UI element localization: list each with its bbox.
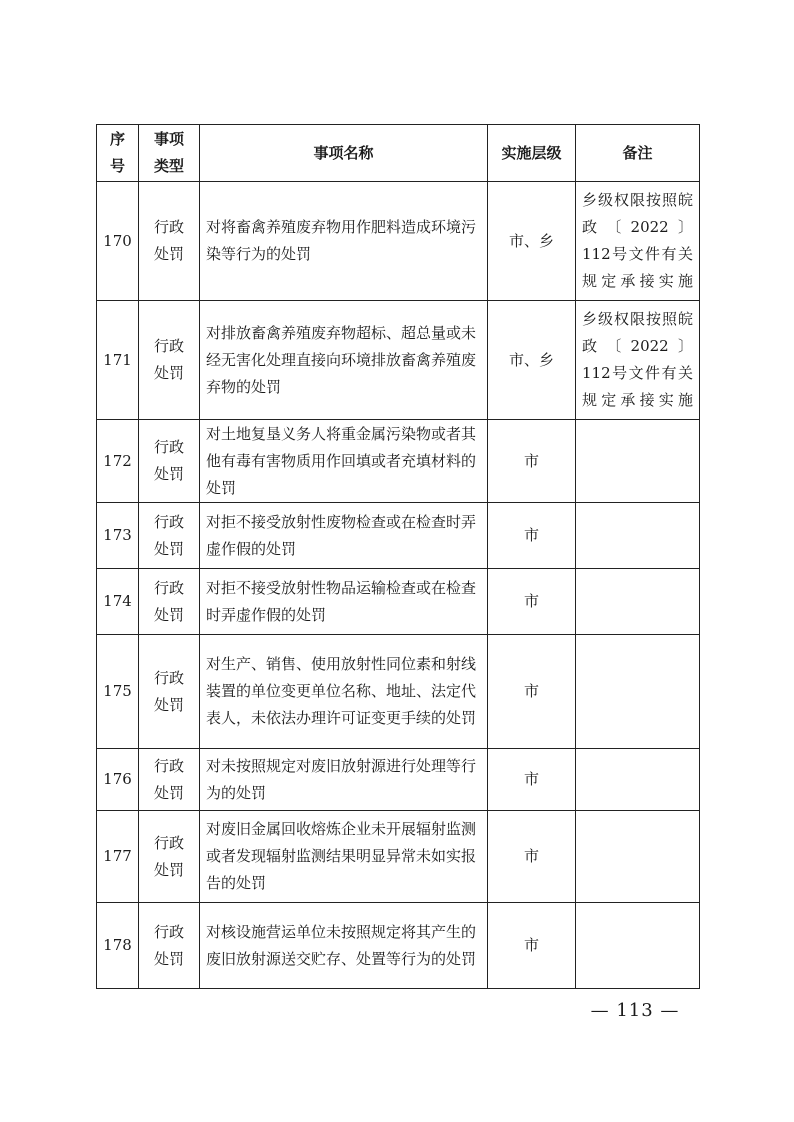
row-type: 行政 处罚 (139, 811, 200, 903)
row-name: 对排放畜禽养殖废弃物超标、超总量或未经无害化处理直接向环境排放畜禽养殖废弃物的处罚 (200, 301, 488, 420)
row-type: 行政 处罚 (139, 903, 200, 989)
row-no: 177 (97, 811, 139, 903)
row-no: 176 (97, 749, 139, 811)
row-no: 173 (97, 503, 139, 569)
table-row (97, 420, 700, 503)
page-number: — 113 — (590, 1000, 680, 1021)
row-no: 178 (97, 903, 139, 989)
row-name: 对核设施营运单位未按照规定将其产生的废旧放射源送交贮存、处置等行为的处罚 (200, 903, 488, 989)
row-level: 市 (488, 811, 576, 903)
row-note (576, 749, 700, 811)
table-row (97, 749, 700, 811)
table-row (97, 811, 700, 903)
row-note (576, 903, 700, 989)
row-note: 乡级权限按照皖政〔2022〕112号文件有关规定承接实施 (576, 182, 700, 301)
header-note: 备注 (576, 125, 700, 182)
items-table (96, 124, 700, 989)
header-type: 事项 类型 (139, 125, 200, 182)
row-no: 174 (97, 569, 139, 635)
row-type: 行政 处罚 (139, 420, 200, 503)
row-level: 市、乡 (488, 182, 576, 301)
table-row (97, 503, 700, 569)
table-header-row (97, 125, 700, 182)
row-name: 对拒不接受放射性物品运输检查或在检查时弄虚作假的处罚 (200, 569, 488, 635)
row-no: 172 (97, 420, 139, 503)
row-no: 170 (97, 182, 139, 301)
header-level: 实施层级 (488, 125, 576, 182)
row-name: 对土地复垦义务人将重金属污染物或者其他有毒有害物质用作回填或者充填材料的处罚 (200, 420, 488, 503)
row-level: 市 (488, 749, 576, 811)
row-level: 市 (488, 903, 576, 989)
row-note (576, 569, 700, 635)
row-no: 175 (97, 635, 139, 749)
row-name: 对废旧金属回收熔炼企业未开展辐射监测或者发现辐射监测结果明显异常未如实报告的处罚 (200, 811, 488, 903)
row-type: 行政 处罚 (139, 749, 200, 811)
row-name: 对拒不接受放射性废物检查或在检查时弄虚作假的处罚 (200, 503, 488, 569)
row-level: 市、乡 (488, 301, 576, 420)
row-name: 对生产、销售、使用放射性同位素和射线装置的单位变更单位名称、地址、法定代表人，未依法办理许可证变更手续的处罚 (200, 635, 488, 749)
row-level: 市 (488, 503, 576, 569)
row-note (576, 811, 700, 903)
row-note (576, 503, 700, 569)
row-type: 行政 处罚 (139, 635, 200, 749)
row-type: 行政 处罚 (139, 182, 200, 301)
table-row (97, 635, 700, 749)
row-level: 市 (488, 420, 576, 503)
table-row (97, 903, 700, 989)
table-row (97, 569, 700, 635)
table-row (97, 182, 700, 301)
row-type: 行政 处罚 (139, 569, 200, 635)
row-no: 171 (97, 301, 139, 420)
row-name: 对未按照规定对废旧放射源进行处理等行为的处罚 (200, 749, 488, 811)
row-type: 行政 处罚 (139, 301, 200, 420)
row-name: 对将畜禽养殖废弃物用作肥料造成环境污染等行为的处罚 (200, 182, 488, 301)
header-name: 事项名称 (200, 125, 488, 182)
row-level: 市 (488, 635, 576, 749)
table-row (97, 301, 700, 420)
row-level: 市 (488, 569, 576, 635)
row-note (576, 635, 700, 749)
row-note (576, 420, 700, 503)
header-no: 序 号 (97, 125, 139, 182)
row-type: 行政 处罚 (139, 503, 200, 569)
row-note: 乡级权限按照皖政〔2022〕112号文件有关规定承接实施 (576, 301, 700, 420)
